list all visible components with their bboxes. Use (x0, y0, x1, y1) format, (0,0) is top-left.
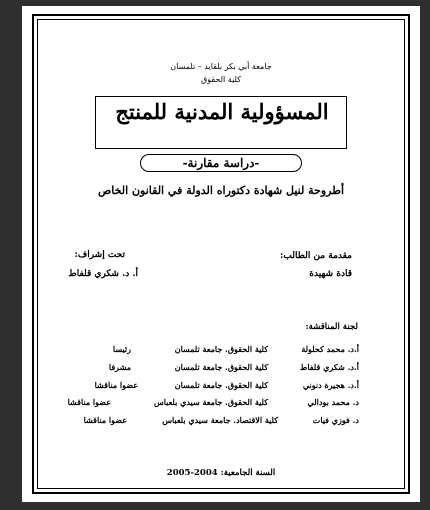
jury-member-name: د. فوزي فيات (312, 415, 359, 425)
jury-member-name: أ.د. محمد كحلولة (301, 344, 359, 354)
jury-member-institution: كلية الاقتصاد. جامعة سيدي بلعباس (162, 415, 278, 425)
student-label: مقدمة من الطالب: (280, 251, 352, 261)
jury-member-name: أ.د. هجيرة دنوني (302, 380, 359, 390)
jury-member-name: د. محمد بودالي (307, 397, 359, 407)
jury-member-role: عضوا مناقشا (67, 397, 111, 407)
jury-member-role: مشرفا (108, 362, 131, 372)
jury-member-institution: كلية الحقوق. جامعة تلمسان (174, 344, 268, 354)
thesis-description: أطروحة لنيل شهادة دكتوراه الدولة في القانون الخاص (97, 184, 345, 197)
jury-member-role: عضوا مناقشا (83, 415, 127, 425)
jury-member-institution: كلية الحقوق. جامعة تلمسان (174, 362, 268, 372)
thesis-title: المسؤولية المدنية للمنتج (115, 99, 329, 124)
jury-member-institution: كلية الحقوق. جامعة تلمسان (174, 380, 268, 390)
supervisor-label: تحت إشراف: (74, 250, 125, 260)
faculty-name: كلية الحقوق (201, 75, 241, 84)
document-page (22, 6, 420, 502)
supervisor-name: أ. د. شكري قلفاط (68, 269, 138, 279)
jury-member-role: عضوا مناقشا (94, 380, 138, 390)
student-name: قادة شهيدة (309, 269, 352, 279)
university-name: جامعة أبي بكر بلقايد – تلمسان (170, 62, 272, 71)
jury-label: لجنة المناقشة: (305, 322, 358, 332)
jury-member-name: أ.د. شكري قلفاط (299, 362, 359, 372)
academic-year: السنة الجامعية: 2004-2005 (166, 468, 276, 478)
jury-member-institution: كلية الحقوق. جامعة سيدي بلعباس (153, 397, 268, 407)
thesis-subtitle: -دراسة مقارنة- (182, 156, 260, 170)
jury-member-role: رئيسا (112, 344, 131, 354)
subtitle-box (140, 154, 302, 172)
title-box (95, 96, 347, 149)
